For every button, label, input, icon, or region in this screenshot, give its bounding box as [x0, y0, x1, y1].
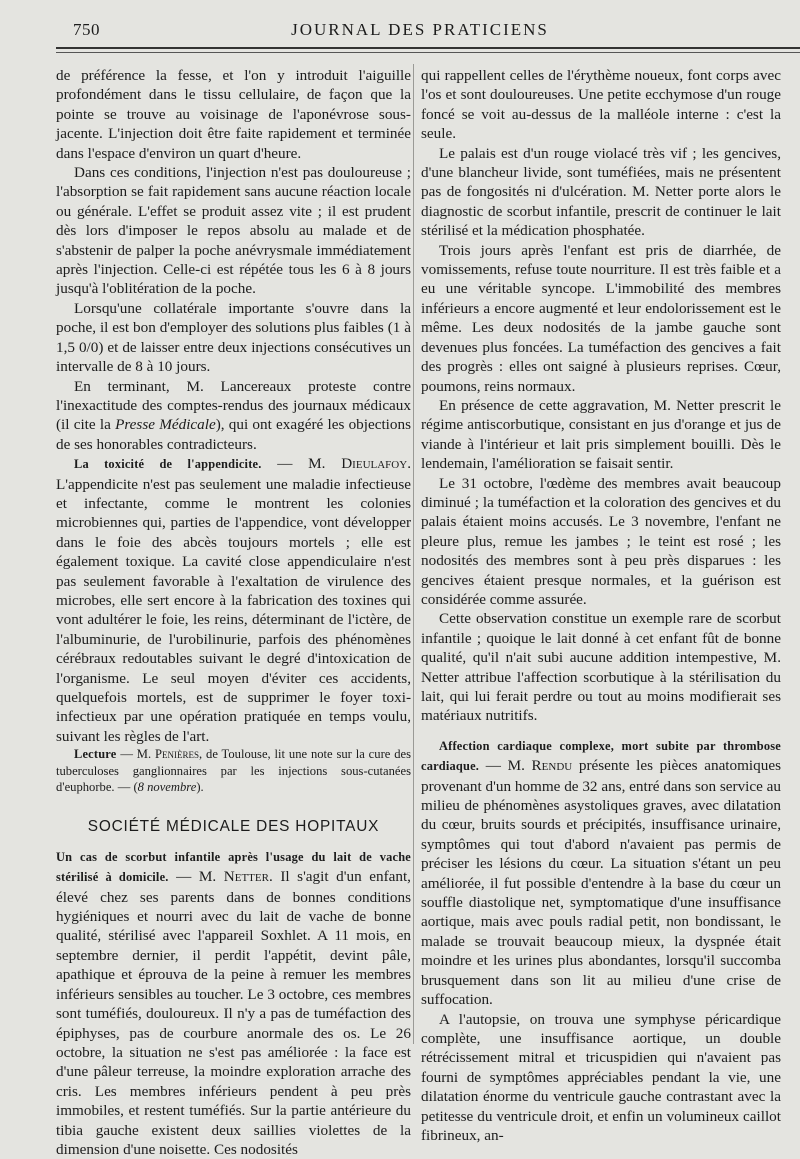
article-text: , de Toulouse, lit une note sur la cure des tuberculoses ganglionnaires par les injections sous-cutanées d'euphorbe. — ( [56, 747, 411, 795]
article-heading: La toxicité de l'appendicite. [74, 457, 262, 472]
paragraph: Le 31 octobre, l'œdème des membres avait beaucoup diminué ; la tuméfaction et la coloration des gencives et du palais étaient moins accusés. Le 3 novembre, l'enfant ne pleure plus, remue les jambes ; le teint est rosé ; les nodosités des membres sont à peu près disparues : les gencives étaient presque normales, et la guérison est considérée comme assurée. [421, 474, 781, 608]
paragraph: Cette observation constitue un exemple rare de scorbut infantile ; quoique le lait donné à cet enfant fût de bonne qualité, qu'il n'ait subi aucune addition intempestive, M. Netter attribue l'affection scorbutique à la stérilisation du lait, qui lui ferait perdre ou tout au moins modifierait ses matériaux nutritifs. [421, 610, 781, 725]
article-heading: Affection cardiaque complexe, mort subite par thrombose cardiaque. [421, 738, 781, 774]
author-name: Rendu [531, 757, 573, 775]
session-date: 8 novembre [137, 780, 197, 795]
section-title: SOCIÉTÉ MÉDICALE DES HOPITAUX [87, 818, 380, 836]
article-text: . L'appendicite n'est pas seulement une maladie infectieuse et infectante, comme le montrent les colonies microbiennes qui, parties de l'appendice, vont développer dans le foie des abcès toujours mortels ; elle est également toxique. La cavité close appendiculaire n'est pas seulement favorable à l'exaltation de virulence des microbes, elle sert encore à la fabrication des toxines qui vont adultérer le foie, les reins, déterminant de l'ictère, de l'albuminurie, de l'urobilinurie, parfois des phénomènes cérébraux redoutables suivant le degré d'intoxication de l'organisme. Le seul moyen d'éviter ces accidents, quelquefois mortels, est de supprimer le foyer toxi-infectieux par une opération pratiquée en temps voulu, suivant les règles de l'art. [56, 455, 411, 745]
author-name: Penières [155, 747, 200, 762]
article-text: . Il s'agit d'un enfant, élevé chez ses parents dans de bonnes conditions hygiéniques et nourri avec du lait de vache de bonne qualité, stérilisé avec l'appareil Soxhlet. A 11 mois, en septembre dernier, il perdit l'appétit, devint pâle, apathique et éprouva de la peine à remuer les membres inférieurs sensibles au toucher. Le 3 octobre, ces membres sont tuméfiés, douloureux. Il n'y a pas de tuméfaction des épiphyses, pas de courbure anormale des os. Le 26 octobre, la situation ne s'est pas améliorée : la face est d'une pâleur terreuse, la moindre exploration arrache des cris. Les membres inférieurs pendent à peu près immobiles, et restent tuméfiés. Sur la partie antérieure du tibia gauche existent deux saillies violettes de la dimension d'une noisette. Ces nodosités [56, 868, 411, 1158]
paragraph-text: ), qui ont exagéré les objections de ses honorables contradicteurs. [56, 416, 411, 453]
dash: — M. [116, 747, 155, 762]
paragraph: Le palais est d'un rouge violacé très vif ; les gencives, d'une blancheur livide, sont tuméfiées, mais ne présentent pas de fongosités ni d'ulcération. M. Netter porte alors le diagnostic de scorbut infantile, prescrit de continuer le lait stérilisé et la médication phosphatée. [421, 144, 781, 240]
article-scorbut [56, 847, 411, 1159]
author-name: Netter [223, 868, 269, 886]
dash: — M. [168, 868, 224, 886]
paragraph: En présence de cette aggravation, M. Netter prescrit le régime antiscorbutique, consistant en jus d'orange et jus de viande à l'intérieur et lait pris simplement bouilli. Dès le lendemain, l'amélioration se faisait sentir. [421, 396, 781, 473]
paragraph: A l'autopsie, on trouva une symphyse péricardique complète, une insuffisance aortique, un double rétrécissement mitral et tricuspidien qui n'avaient pas fourni de symptômes appréciables pendant la vie, une dilatation énorme du ventricule gauche contrastant avec la petitesse du ventricule droit, et enfin un volumineux caillot fibrineux, an- [421, 1010, 781, 1144]
article-toxicite [56, 454, 411, 746]
paragraph: de préférence la fesse, et l'on y introduit l'aiguille profondément dans le tissu cellulaire, de façon que la pointe se trouve au voisinage de l'aponévrose sous-jacente. L'injection doit être faite rapidement et terminée dans l'espace d'environ un quart d'heure. [56, 67, 411, 162]
dash: — M. [479, 757, 532, 775]
journal-title: JOURNAL DES PRATICIENS [291, 20, 549, 39]
article-heading: Lecture [74, 747, 117, 762]
paragraph-text: En terminant, M. Lancereaux proteste contre l'inexactitude des comptes-rendus des journaux médicaux (il cite la [56, 377, 411, 434]
column-divider [413, 64, 414, 1044]
paragraph: Trois jours après l'enfant est pris de diarrhée, de vomissements, refuse toute nourriture. Il est très faible et a eu une véritable syncope. L'immobilité des membres inférieurs a encore augmenté et leur endolorissement est le même. Les deux nodosités de la jambe gauche sont devenues plus foncées. La tuméfaction des gencives a fait des progrès : elles ont saigné à plusieurs reprises. Cœur, poumons, reins normaux. [421, 241, 781, 395]
left-column [56, 66, 411, 1159]
header-rule-thick [56, 47, 800, 49]
article-heading: Un cas de scorbut infantile après l'usage du lait de vache stérilisé à domicile. [56, 849, 411, 885]
page-number: 750 [73, 20, 100, 39]
right-column [421, 66, 781, 1145]
paragraph [56, 377, 411, 455]
header-rule-thin [56, 52, 800, 53]
paragraph: Dans ces conditions, l'injection n'est pas douloureuse ; l'absorption se fait rapidement sans aucune réaction locale ou générale. L'effet se produit assez vite ; il est prudent dès lors d'imposer le repos absolu au malade et de s'abstenir de palper la poche anévrysmale immédiatement après l'injection. Celle-ci est répétée tous les 6 à 8 jours jusqu'à l'oblitération de la poche. [56, 164, 411, 298]
journal-name-italic: Presse Médicale [115, 416, 216, 434]
article-affection [421, 736, 781, 1010]
article-text: présente les pièces anatomiques provenant d'un homme de 32 ans, entré dans son service au milieu de phénomènes asystoliques graves, avec dilatation du cœur, bruits sourds et précipités, insuffisance urinaire, symptômes qui tout d'abord n'avaient pas permis de préciser les lésions du cœur. La situation s'étant un peu améliorée, il fut possible d'entendre à la base du cœur un souffle diastolique net, symptomatique d'une insuffisance aortique, mais avec pouls radial petit, non bondissant, le malade se trouvait beaucoup mieux, la dyspnée était moindre et les urines plus abondantes, lorsqu'il succomba brusquement dans son lit au milieu d'une crise de suffocation. [421, 757, 781, 1009]
dash: — M. [261, 455, 342, 473]
page-header [0, 18, 800, 50]
paragraph: qui rappellent celles de l'érythème noueux, font corps avec l'os et sont douloureuses. Une petite ecchymose d'un rouge foncé se voit au-dessus de la malléole interne : c'est la seule. [421, 67, 781, 143]
article-lecture [56, 746, 411, 795]
author-name: Dieulafoy [341, 455, 408, 473]
closing-paren: ). [196, 780, 204, 795]
paragraph: Lorsqu'une collatérale importante s'ouvre dans la poche, il est bon d'employer des solutions plus faibles (1 à 1,5 0/0) et de laisser entre deux injections consécutives un intervalle de 8 à 10 jours. [56, 299, 411, 376]
